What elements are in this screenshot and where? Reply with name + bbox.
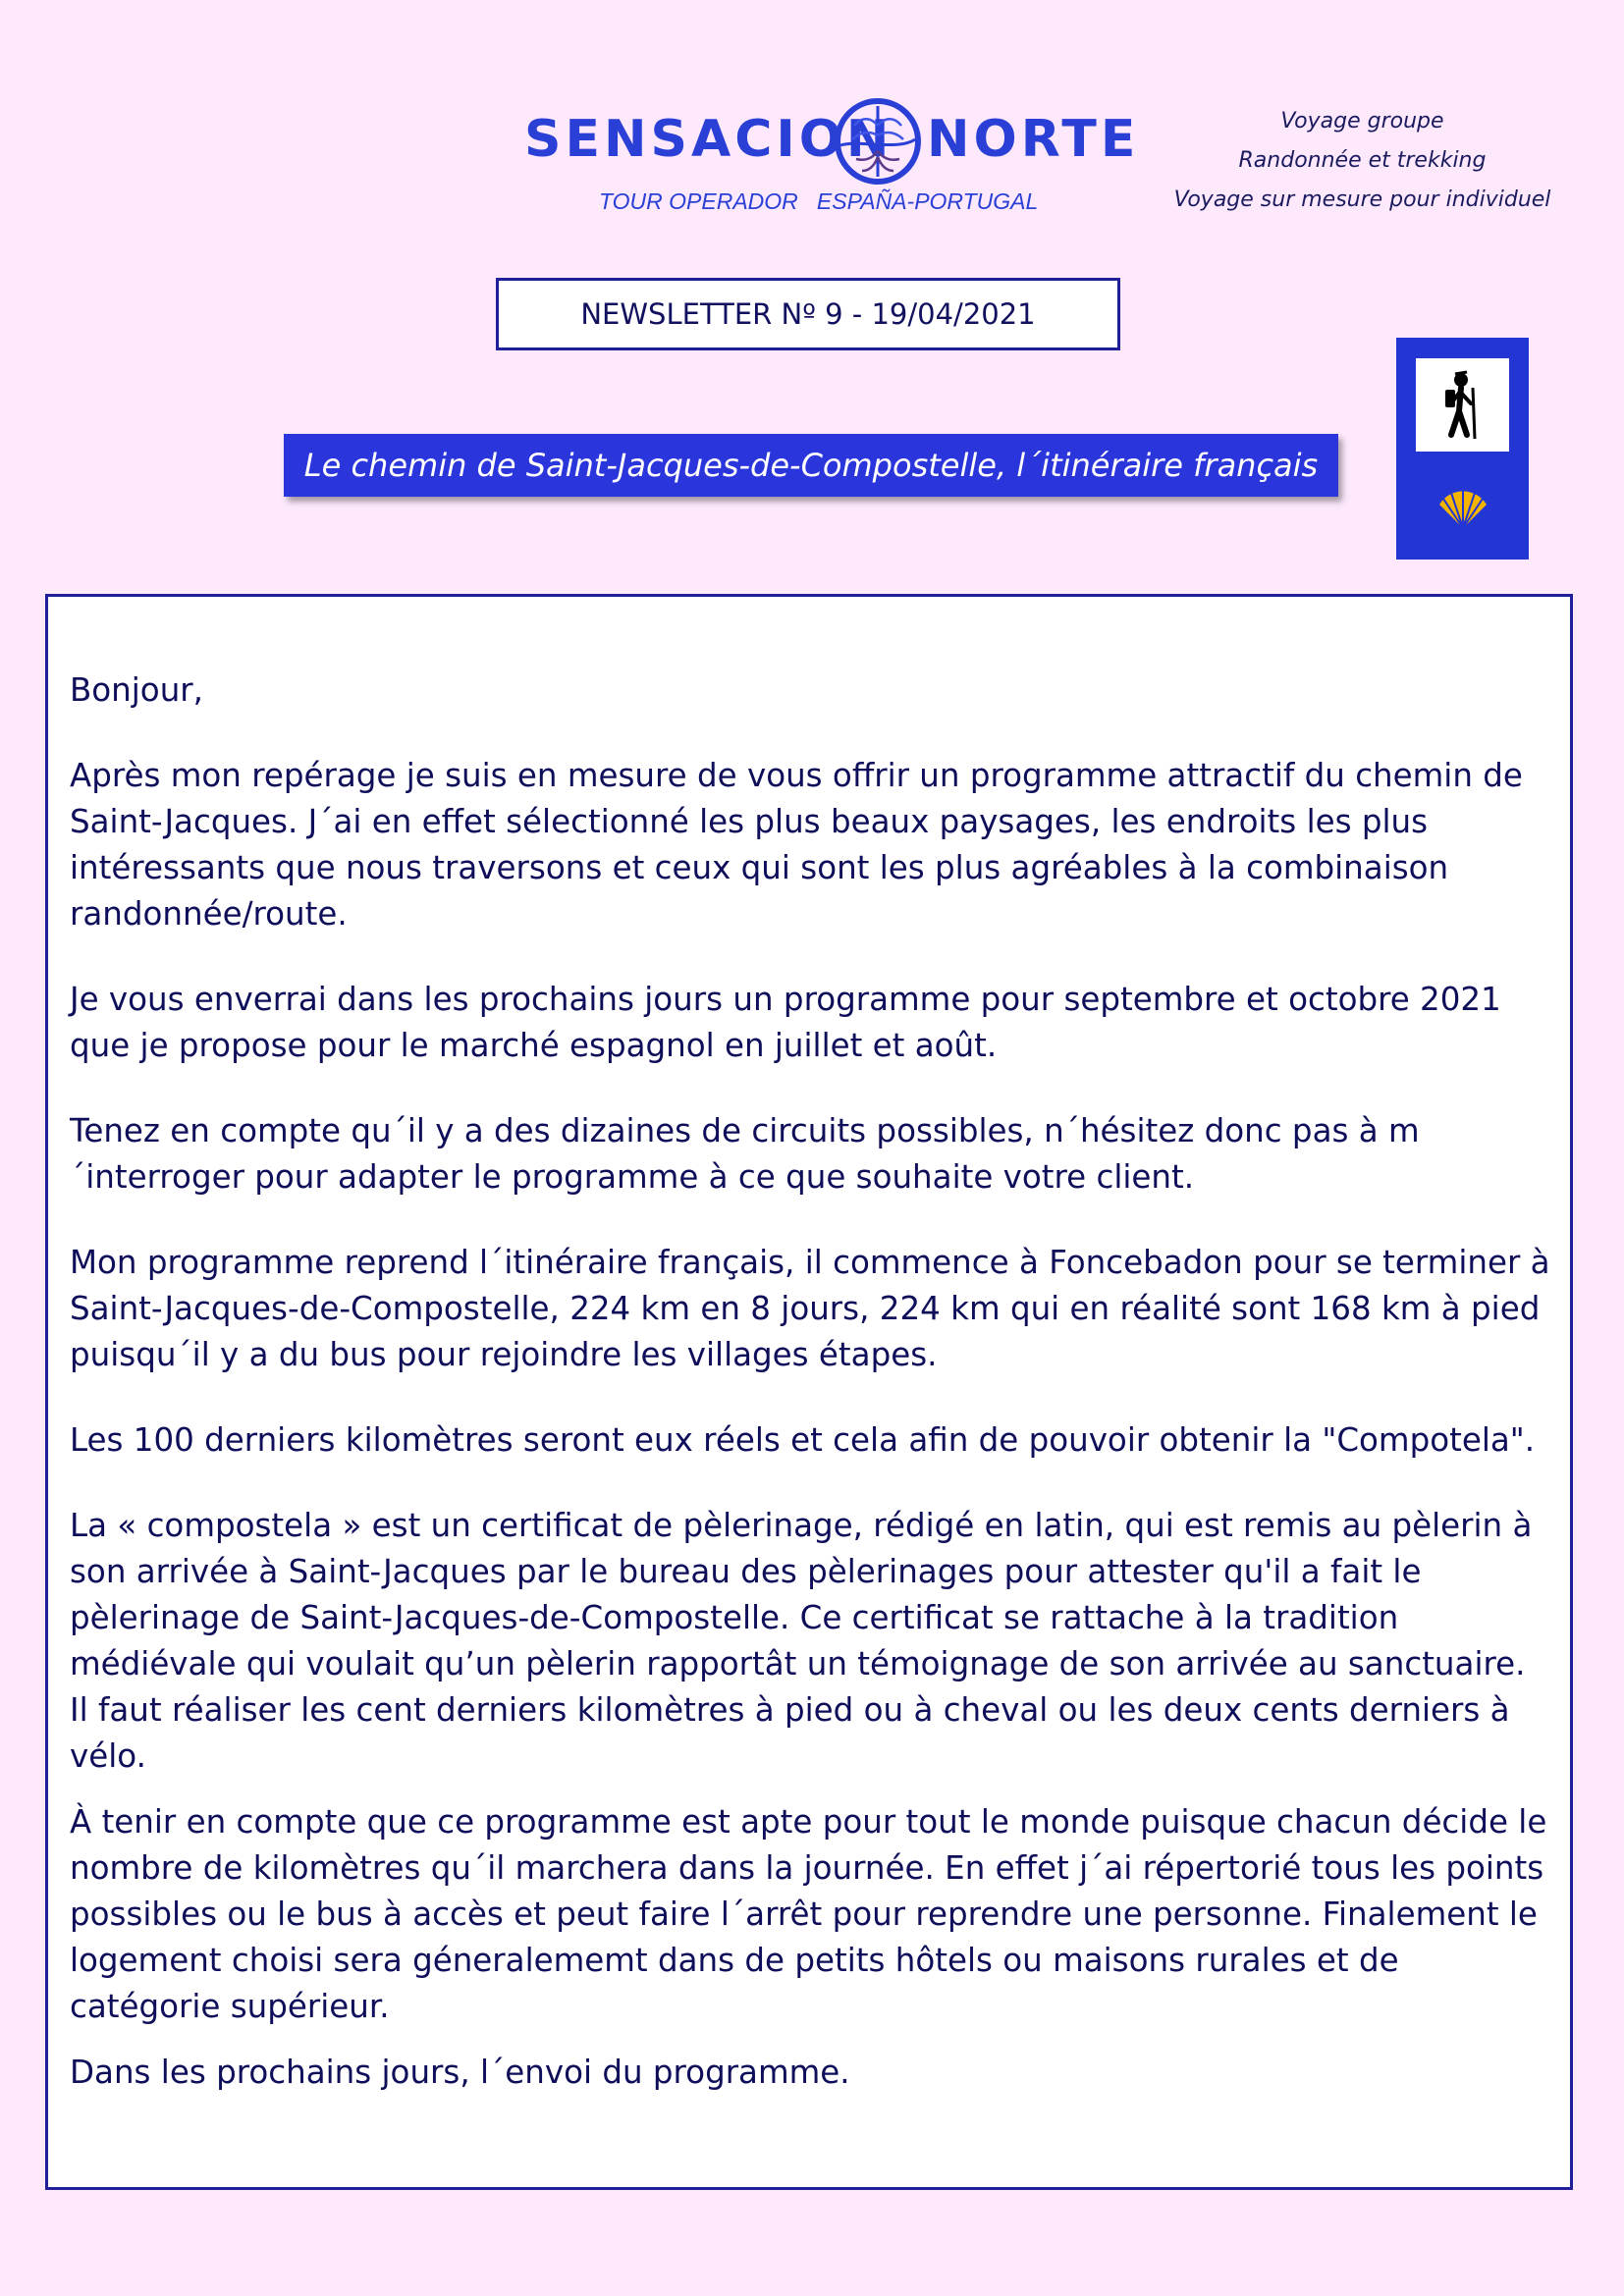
greeting: Bonjour, [70,671,203,709]
tagline-line: Randonnée et trekking [1238,148,1487,173]
paragraph: Tenez en compte qu´il y a des dizaines de circuits possibles, n´hésitez donc pas à m´interroger pour adapter le programme à ce que souhaite votre client. [70,1112,1420,1196]
paragraph: Après mon repérage je suis en mesure de vous offrir un programme attractif du chemin de Saint-Jacques. J´ai en effet sélectionné les plus beaux paysages, les endroits les plus intéressants que nous traversons et ceux qui sont les plus agréables à la combinaison randonnée/route. [70,757,1523,933]
logo-word-left: SENSACION [524,110,893,169]
paragraph: Les 100 derniers kilomètres seront eux réels et cela afin de pouvoir obtenir la "Compotela". [70,1421,1536,1459]
newsletter-title: NEWSLETTER Nº 9 - 19/04/2021 [496,278,1120,350]
hiker-icon [1416,358,1509,452]
camino-sign [1396,338,1529,560]
company-logo [524,90,1140,218]
tagline [1129,102,1596,220]
paragraph: La « compostela » est un certificat de pèlerinage, rédigé en latin, qui est remis au pèlerin à son arrivée à Saint-Jacques par le bureau des pèlerinages pour attester qu'il a fait le pèlerinage de Saint-Jacques-de-Compostelle. Ce certificat se rattache à la tradition médiévale qui voulait qu’un pèlerin rapportât un témoignage de son arrivée au sanctuaire. Il faut réaliser les cent derniers kilomètres à pied ou à cheval ou les deux cents derniers à vélo. [70,1507,1533,1775]
letter-body [45,594,1573,2190]
logo-word-right: NORTE [927,110,1140,169]
paragraph: À tenir en compte que ce programme est apte pour tout le monde puisque chacun décide le nombre de kilomètres qu´il marchera dans la journée. En effet j´ai répertorié tous les points possibles ou le bus à accès et peut faire l´arrêt pour reprendre une personne. Finalement le logement choisi sera géneralememt dans de petits hôtels ou maisons rurales et de catégorie supérieur. [70,1803,1547,2025]
tagline-line: Voyage groupe [1280,109,1444,133]
scallop-shell-icon [1434,485,1492,534]
paragraph: Dans les prochains jours, l´envoi du programme. [70,2054,850,2091]
sign-panel [1416,358,1509,452]
tagline-line: Voyage sur mesure pour individuel [1173,187,1551,212]
banner-title: Le chemin de Saint-Jacques-de-Compostelle, l´itinéraire français [284,434,1338,497]
paragraph: Je vous enverrai dans les prochains jours un programme pour septembre et octobre 2021 que je propose pour le marché espagnol en juillet et août. [70,981,1501,1064]
paragraph: Mon programme reprend l´itinéraire français, il commence à Foncebadon pour se terminer à Saint-Jacques-de-Compostelle, 224 km en 8 jours, 224 km qui en réalité sont 168 km à pied puisqu´il y a du bus pour rejoindre les villages étapes. [70,1244,1550,1373]
tree-emblem-icon [833,96,923,187]
logo-subtitle: TOUR OPERADOR ESPAÑA-PORTUGAL [599,188,1039,214]
letter-content [70,667,1552,2135]
